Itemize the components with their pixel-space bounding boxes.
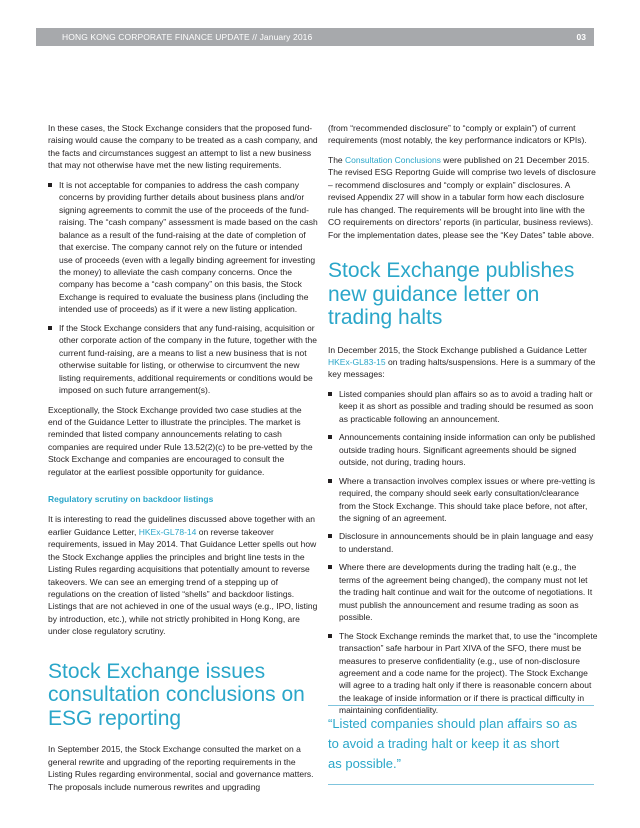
esg-section-heading: Stock Exchange issues consultation conclusions on ESG reporting — [48, 659, 305, 730]
key-messages-bullet-list — [328, 388, 598, 717]
list-item — [48, 322, 318, 397]
list-item-text: Where a transaction involves complex issues or where pre-vetting is required, the company should seek early consultation/clearance from the Stock Exchange. This should take place before, not after, the signing of an agreement. — [339, 475, 596, 524]
bullet-icon — [328, 479, 332, 483]
right-column — [328, 122, 598, 724]
esg-continuation-paragraph: (from “recommended disclosure” to “comply or explain”) of current requirements (most notably, the key performance indicators or KPIs). — [328, 123, 587, 146]
backdoor-text-start: It is interesting to read the guidelines discussed above together with an earlier Guidance Letter, — [48, 514, 315, 537]
cash-company-bullet-list — [48, 179, 318, 397]
list-item-text: Announcements containing inside information can only be published outside trading hours. Significant agreements should be signed outside, not during, trading hours. — [339, 432, 596, 468]
left-column — [48, 122, 318, 800]
consultation-conclusions-link[interactable]: Consultation Conclusions — [345, 154, 441, 165]
esg-paragraph: In September 2015, the Stock Exchange consulted the market on a general rewrite and upgrading of the reporting requirements in the Listing Rules regarding environmental, social and governance matters. The proposals include numerous rewrites and upgrading — [48, 744, 314, 792]
bullet-icon — [328, 565, 332, 569]
consultation-conclusions-paragraph — [328, 154, 598, 241]
list-item-text: Where there are developments during the trading halt (e.g., the terms of the agreement being changed), the company must not let the trading halt continue and wait for the outcome of negotiations. It must publish the announcement and resume trading as soon as possible. — [339, 562, 593, 623]
bullet-icon — [48, 326, 52, 330]
backdoor-listings-subheading: Regulatory scrutiny on backdoor listings — [48, 494, 214, 505]
bullet-icon — [328, 435, 332, 439]
pull-quote-line: “Listed companies should plan affairs so as — [328, 716, 578, 731]
guidance-letter-gl83-15-link[interactable]: HKEx-GL83-15 — [328, 357, 386, 368]
list-item-text: The Stock Exchange reminds the market that, to use the “incomplete transaction” safe harbour in Part XIVA of the SFO, there must be measures to preserve confidentiality (e.g., use of non-disclosure agreement and a code name for the project). The Stock Exchange will agree to a trading halt only if there is reasonable concern about the leakage of inside information or if there is practical difficulty in maintaining confidentiality. — [339, 630, 598, 716]
guidance-letter-gl78-14-link[interactable]: HKEx-GL78-14 — [138, 526, 197, 537]
list-item — [48, 179, 318, 316]
list-item — [328, 561, 598, 623]
pull-quote — [328, 705, 594, 785]
bullet-icon — [48, 183, 52, 187]
list-item — [328, 630, 598, 717]
backdoor-paragraph — [48, 513, 318, 638]
list-item-text: If the Stock Exchange considers that any fund-raising, acquisition or other corporate action of the company in the future, together with the current fund-raising, are a means to list a new business that is not otherwise suitable for listing, or otherwise to circumvent the new listing requirements, additional requirements or conditions would be imposed on such future arrangement(s). — [59, 322, 317, 396]
bullet-icon — [328, 534, 332, 538]
pull-quote-line: to avoid a trading halt or keep it as short — [328, 736, 560, 751]
list-item-text: Disclosure in announcements should be in plain language and easy to understand. — [339, 531, 594, 554]
page-number: 03 — [576, 32, 586, 42]
backdoor-text-end: on reverse takeover requirements, issued in May 2014. That Guidance Letter spells out how the Stock Exchange applies the principles and bright line tests in the Listing Rules regarding acquisitions that potentially amount to reverse takeovers. We can see an emerging trend of a stepping up of regulations on the creation of listed “shells” and backdoor listings. Listings that are not achieved in one of the usual ways (e.g., IPO, listing by introduction, etc.), while not strictly prohibited in Hong Kong, are under close regulatory scrutiny. — [48, 526, 318, 637]
list-item — [328, 475, 598, 525]
list-item — [328, 530, 598, 555]
list-item — [328, 431, 598, 468]
trading-halts-section-heading: Stock Exchange publishes new guidance letter on trading halts — [328, 259, 575, 330]
header-bar — [36, 28, 594, 46]
bullet-icon — [328, 634, 332, 638]
bullet-icon — [328, 392, 332, 396]
dec-text-end: on trading halts/suspensions. Here is a summary of the key messages: — [328, 357, 596, 380]
publication-title: HONG KONG CORPORATE FINANCE UPDATE // January 2016 — [62, 32, 313, 42]
pull-quote-line: as possible.” — [328, 756, 401, 771]
intro-paragraph: In these cases, the Stock Exchange considers that the proposed fund-raising would cause the company to be treated as a cash company, and the facts and circumstances suggest an attempt to list a new business that may not otherwise have met the new listing requirements. — [48, 123, 318, 171]
trading-halts-intro-paragraph — [328, 344, 598, 381]
dec-text-start: In December 2015, the Stock Exchange published a Guidance Letter — [328, 344, 587, 355]
cc-text-start: The — [328, 154, 346, 165]
list-item-text: It is not acceptable for companies to address the cash company concerns by providing further details about business plans and/or signing agreements to commit the use of the proceeds of the fund-raising. The “cash company” assessment is made based on the cash balance as a result of the fund-raising at the date of completion of that exercise. The company cannot rely on the future or intended use of proceeds (even with a legally binding agreement for investing the money) to alleviate the cash company concerns. Once the company has become a “cash company” on this basis, the Stock Exchange is required to evaluate the business plans (including the intended use of proceeds) as if it were a new listing application. — [59, 179, 318, 315]
case-studies-paragraph: Exceptionally, the Stock Exchange provided two case studies at the end of the Guidance Letter to illustrate the principles. The market is reminded that listed company announcements relating to cash companies are required under Rule 13.52(2)(c) to be pre-vetted by the Stock Exchange and companies are encouraged to consult the regulator at the earliest possible opportunity for guidance. — [48, 404, 313, 477]
list-item — [328, 388, 598, 425]
list-item-text: Listed companies should plan affairs so as to avoid a trading halt or keep it as short as possible and trading should be resumed as soon as practicable following an announcement. — [339, 388, 594, 424]
cc-text-end: were published on 21 December 2015. The revised ESG Reportng Guide will comprise two levels of disclosure – recommend disclosures and “comply or explain” disclosures. A revised Appendix 27 will show in a tabular form how each disclosure rule has changed. The requirements will be brought into line with the CO requirements on directors’ reports (in particular, business reviews). For the implementation dates, please see the “Key Dates” table above. — [328, 154, 596, 240]
